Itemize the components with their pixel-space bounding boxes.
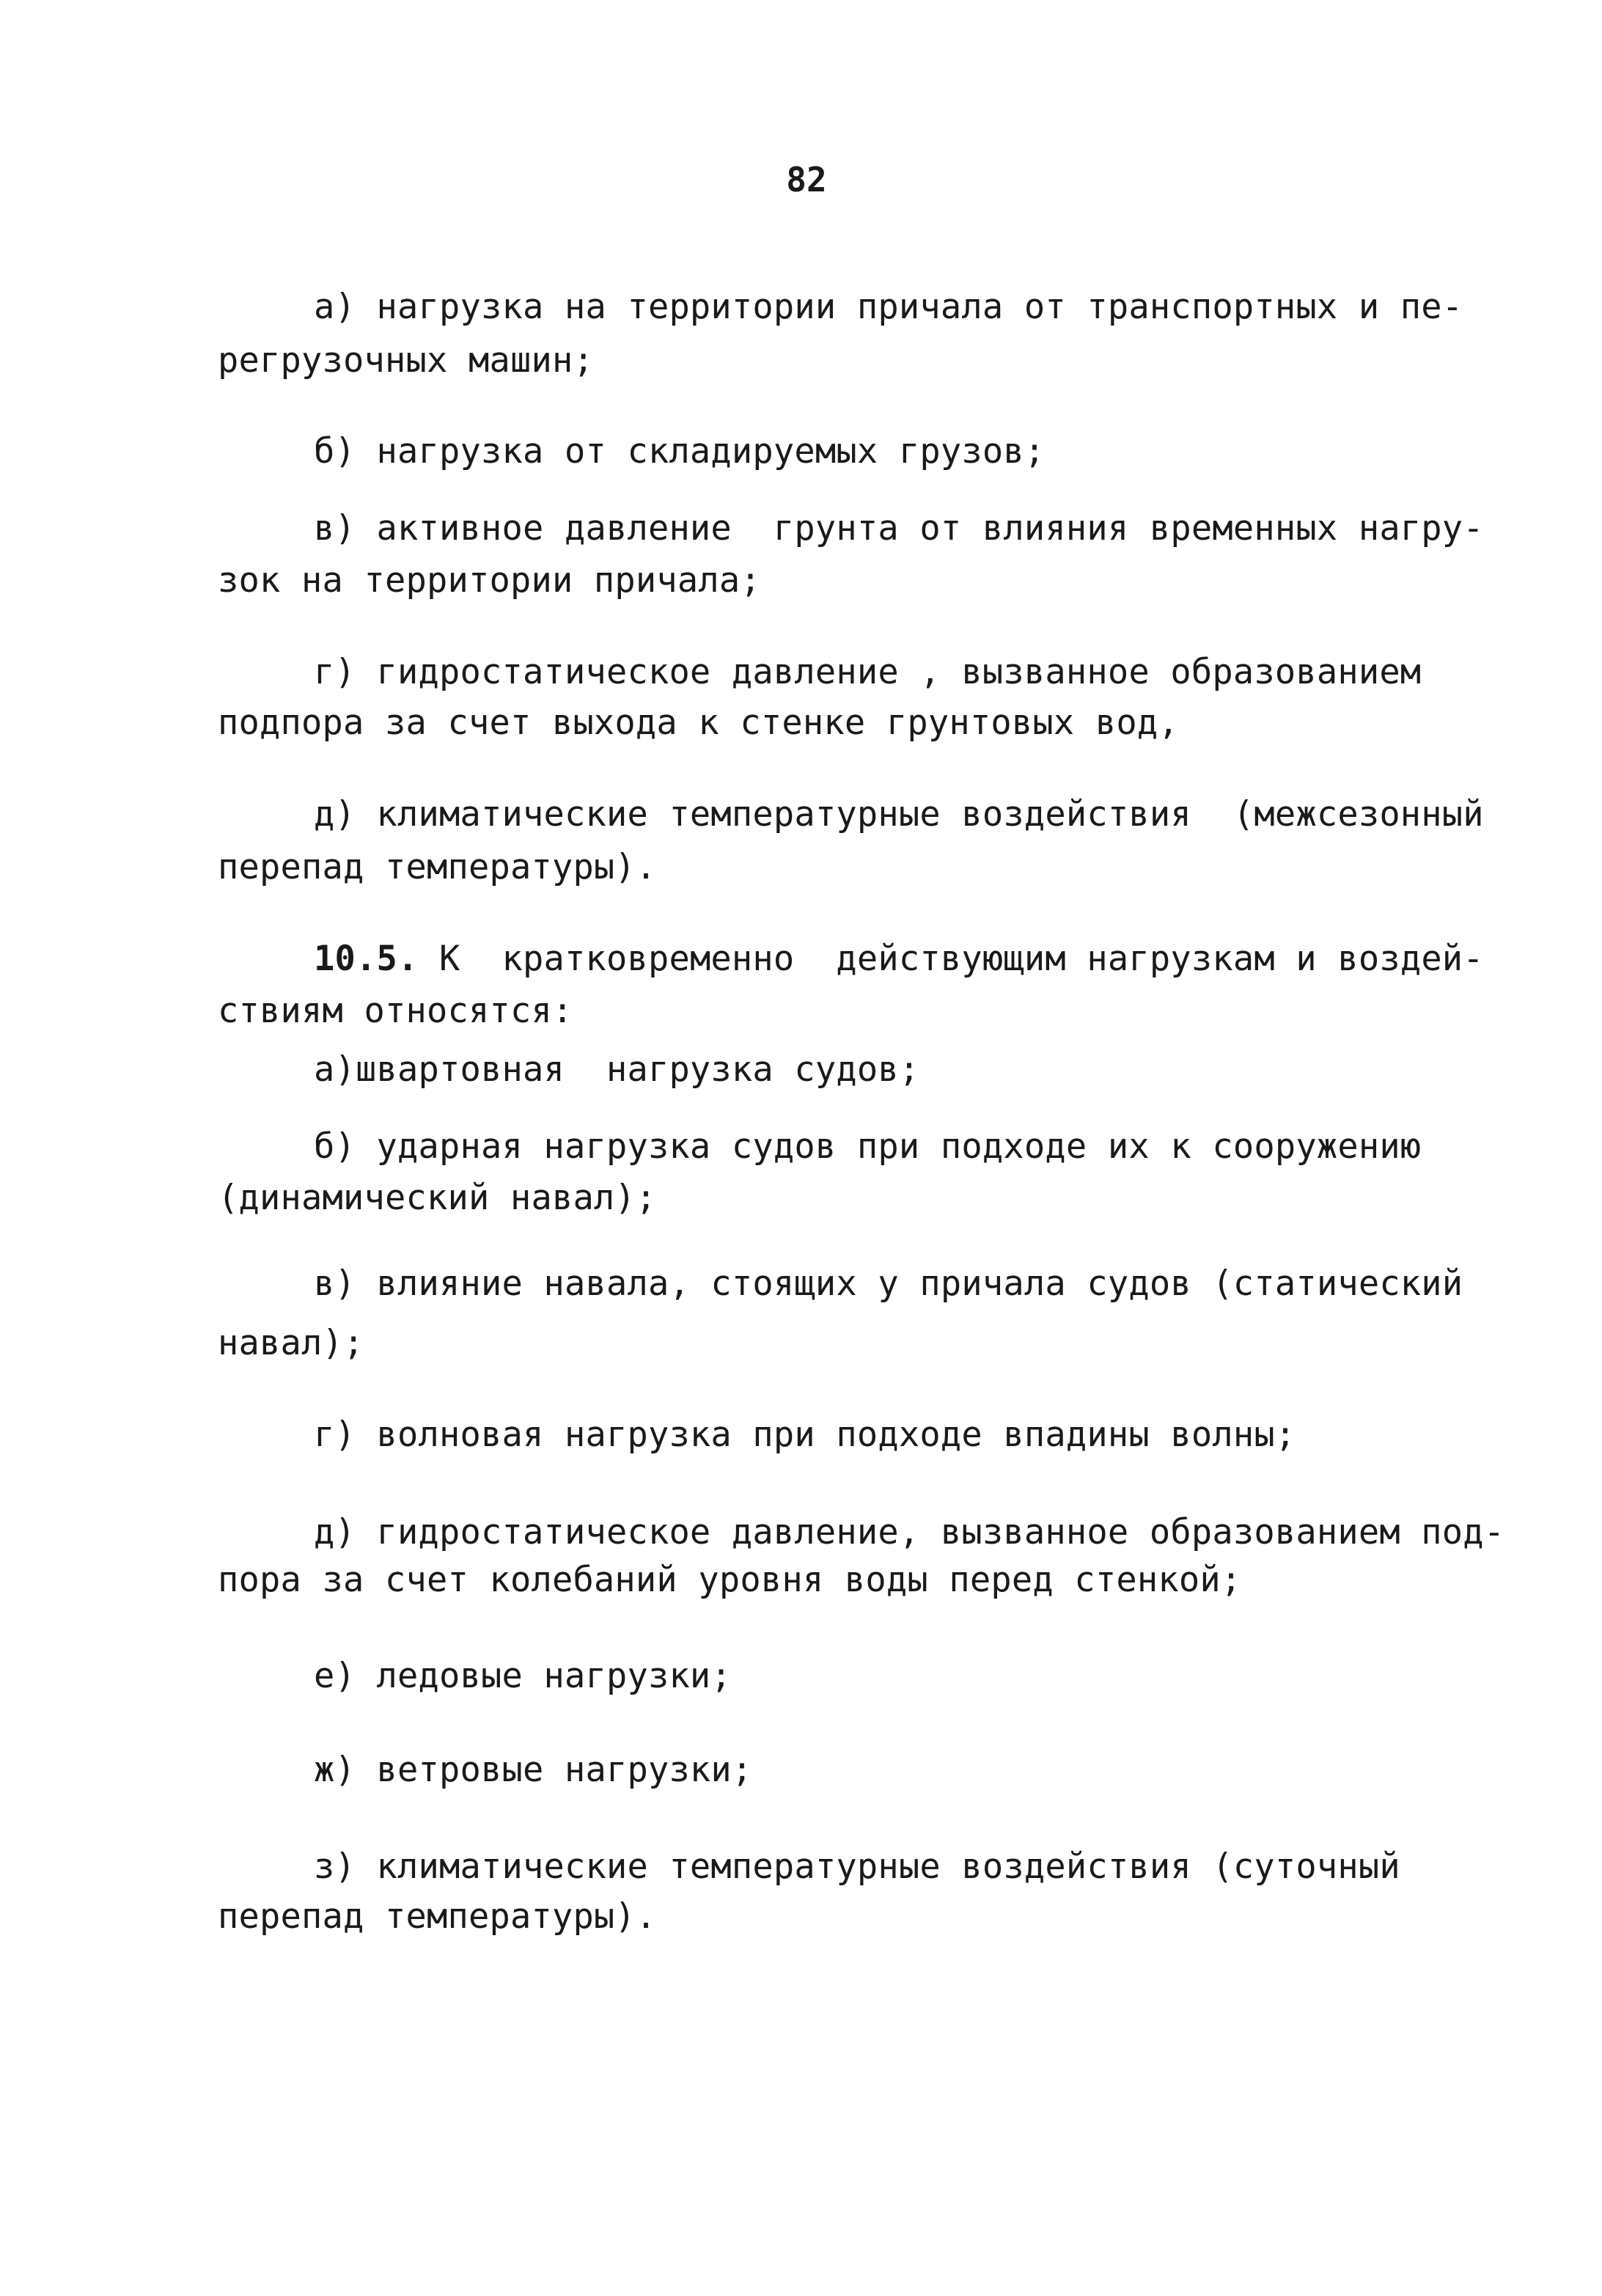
item-z-short-line-1: з) климатические температурные воздействия (суточный bbox=[314, 1846, 1400, 1887]
item-d-long-line-2: перепад температуры). bbox=[218, 847, 657, 887]
section-heading-line-2: ствиям относятся: bbox=[218, 991, 573, 1031]
item-b-short-line-1: б) ударная нагрузка судов при подходе их к сооружению bbox=[314, 1126, 1422, 1167]
item-v-long-line-1: в) активное давление грунта от влияния временных нагру- bbox=[314, 508, 1484, 549]
item-v-short-line-1: в) влияние навала, стоящих у причала судов (статический bbox=[314, 1263, 1463, 1304]
section-heading-line-1 bbox=[314, 939, 1484, 979]
item-g-short-line-1: г) волновая нагрузка при подходе впадины волны; bbox=[314, 1415, 1296, 1455]
item-z-short-line-2: перепад температуры). bbox=[218, 1896, 657, 1937]
section-number: 10.5. bbox=[314, 939, 419, 979]
item-d-long-line-1: д) климатические температурные воздействия (межсезонный bbox=[314, 794, 1484, 835]
item-a-long-line-1: а) нагрузка на территории причала от транспортных и пе- bbox=[314, 287, 1463, 327]
item-a-long-line-2: регрузочных машин; bbox=[218, 340, 594, 381]
item-zh-short-line-1: ж) ветровые нагрузки; bbox=[314, 1750, 753, 1790]
page-number: 82 bbox=[786, 160, 827, 199]
item-a-short-line-1: а)швартовная нагрузка судов; bbox=[314, 1049, 920, 1090]
item-g-long-line-2: подпора за счет выхода к стенке грунтовых вод, bbox=[218, 703, 1179, 743]
section-heading-text: К кратковременно действующим нагрузкам и воздей- bbox=[438, 939, 1484, 979]
item-b-short-line-2: (динамический навал); bbox=[218, 1178, 657, 1218]
item-d-short-line-1: д) гидростатическое давление, вызванное образованием под- bbox=[314, 1512, 1505, 1552]
item-g-long-line-1: г) гидростатическое давление , вызванное образованием bbox=[314, 652, 1422, 692]
item-e-short-line-1: е) ледовые нагрузки; bbox=[314, 1656, 732, 1696]
item-b-long-line-1: б) нагрузка от складируемых грузов; bbox=[314, 431, 1046, 472]
item-v-long-line-2: зок на территории причала; bbox=[218, 560, 761, 601]
item-d-short-line-2: пора за счет колебаний уровня воды перед стенкой; bbox=[218, 1560, 1242, 1600]
item-v-short-line-2: навал); bbox=[218, 1323, 364, 1363]
